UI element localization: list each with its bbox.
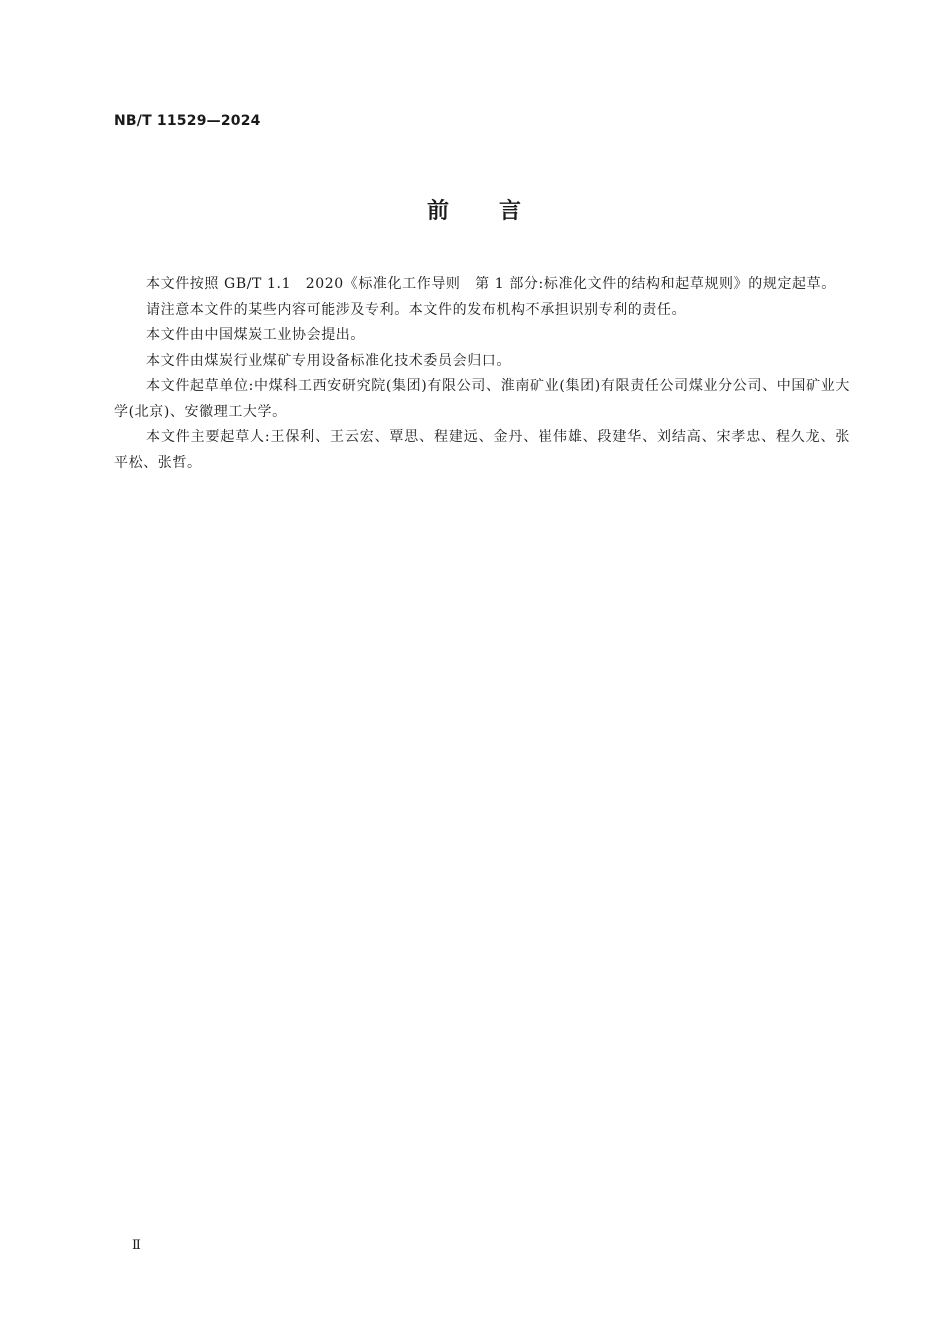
page-number: Ⅱ [132,1238,142,1253]
paragraph-drafters: 本文件主要起草人:王保利、王云宏、覃思、程建远、金丹、崔伟雄、段建华、刘结高、宋孝忠、程久龙、张平松、张哲。 [114,429,850,471]
foreword-body [114,272,850,476]
paragraph-patent-notice: 请注意本文件的某些内容可能涉及专利。本文件的发布机构不承担识别专利的责任。 [146,301,687,318]
page-title: 前 言 [426,199,523,224]
paragraph-drafting-units: 本文件起草单位:中煤科工西安研究院(集团)有限公司、淮南矿业(集团)有限责任公司煤业分公司、中国矿业大学(北京)、安徽理工大学。 [114,378,850,420]
paragraph-drafting-rules: 本文件按照 GB/T 1.1 2020《标准化工作导则 第 1 部分:标准化文件的结构和起草规则》的规定起草。 [146,276,836,292]
paragraph-proposer: 本文件由中国煤炭工业协会提出。 [146,327,365,343]
paragraph-committee: 本文件由煤炭行业煤矿专用设备标准化技术委员会归口。 [146,352,511,369]
standard-code: NB/T 11529—2024 [114,113,261,129]
